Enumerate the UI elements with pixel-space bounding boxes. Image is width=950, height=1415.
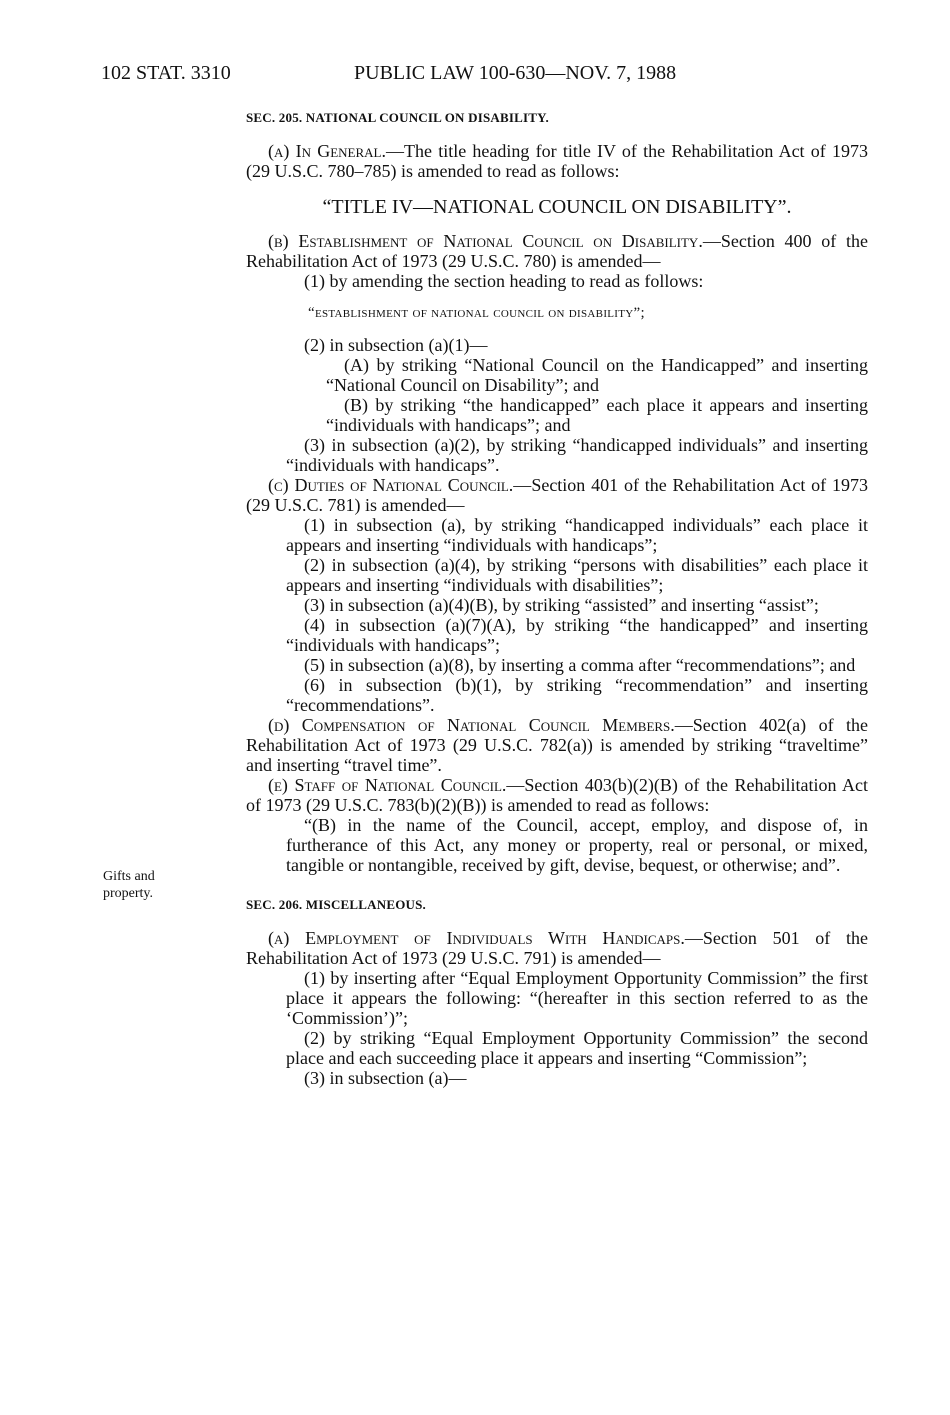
stat-reference: 102 STAT. 3310 <box>101 62 231 84</box>
law-title: PUBLIC LAW 100-630—NOV. 7, 1988 <box>354 62 677 84</box>
subsection-label: (d) Compensation of National Council Members.— <box>268 715 693 735</box>
paragraph-205-a <box>246 141 868 181</box>
subsection-text: Section 402(a) of the Rehabilitation Act of 1973 (29 U.S.C. 782(a)) is amended by striking “traveltime” and inserting “travel time”. <box>246 715 868 775</box>
paragraph-206-a <box>246 928 868 968</box>
item-205-c1: (1) in subsection (a), by striking “handicapped individuals” each place it appears and inserting “individuals with handicaps”; <box>286 515 868 555</box>
item-205-c4: (4) in subsection (a)(7)(A), by striking “the handicapped” and inserting “individuals with handicaps”; <box>286 615 868 655</box>
quoted-amendment: “(B) in the name of the Council, accept, employ, and dispose of, in furtherance of this Act, any money or property, real or personal, or mixed, tangible or nontangible, received by gift, devise, bequest, or otherwise; and”. <box>286 815 868 875</box>
subsection-label: (a) In General.— <box>268 141 404 161</box>
subsection-text: Section 400 of the Rehabilitation Act of 1973 (29 U.S.C. 780) is amended— <box>246 231 868 271</box>
paragraph-205-b <box>246 231 868 271</box>
item-205-c6: (6) in subsection (b)(1), by striking “recommendation” and inserting “recommendations”. <box>286 675 868 715</box>
title-iv-heading: “TITLE IV—NATIONAL COUNCIL ON DISABILITY”. <box>322 196 792 218</box>
page-header <box>0 62 950 88</box>
section-205-heading: SEC. 205. NATIONAL COUNCIL ON DISABILITY. <box>246 110 549 125</box>
paragraph-205-e <box>246 775 868 815</box>
item-205-b3: (3) in subsection (a)(2), by striking “handicapped individuals” and inserting “individuals with handicaps”. <box>286 435 868 475</box>
subsection-text: The title heading for title IV of the Rehabilitation Act of 1973 (29 U.S.C. 780–785) is amended to read as follows: <box>246 141 869 181</box>
subsection-text: Section 401 of the Rehabilitation Act of 1973 (29 U.S.C. 781) is amended— <box>246 475 868 515</box>
paragraph-205-c <box>246 475 868 515</box>
item-205-b2B: (B) by striking “the handicapped” each place it appears and inserting “individuals with handicaps”; and <box>326 395 868 435</box>
subsection-text: Section 403(b)(2)(B) of the Rehabilitation Act of 1973 (29 U.S.C. 783(b)(2)(B)) is amended to read as follows: <box>246 775 868 815</box>
subsection-label: (a) Employment of Individuals With Handicaps.— <box>268 928 703 948</box>
item-205-c5: (5) in subsection (a)(8), by inserting a comma after “recommendations”; and <box>304 655 856 675</box>
item-205-b2: (2) in subsection (a)(1)— <box>304 335 488 355</box>
main-text <box>246 108 868 1088</box>
section-206-heading: SEC. 206. MISCELLANEOUS. <box>246 897 426 912</box>
subsection-text: Section 501 of the Rehabilitation Act of 1973 (29 U.S.C. 791) is amended— <box>246 928 869 968</box>
item-206-a3: (3) in subsection (a)— <box>304 1068 467 1088</box>
item-205-b2A: (A) by striking “National Council on the Handicapped” and inserting “National Council on Disability”; and <box>326 355 868 395</box>
item-205-c3: (3) in subsection (a)(4)(B), by striking “assisted” and inserting “assist”; <box>304 595 819 615</box>
margin-note: Gifts and property. <box>103 869 155 901</box>
paragraph-205-d <box>246 715 868 775</box>
item-205-b1: (1) by amending the section heading to read as follows: <box>304 271 704 291</box>
subsection-label: (b) Establishment of National Council on Disability.— <box>268 231 721 251</box>
subsection-label: (c) Duties of National Council.— <box>268 475 532 495</box>
item-205-c2: (2) in subsection (a)(4), by striking “persons with disabilities” each place it appears and inserting “individuals with disabilities”; <box>286 555 868 595</box>
item-206-a2: (2) by striking “Equal Employment Opportunity Commission” the second place and each succeeding place it appears and inserting “Commission”; <box>286 1028 868 1068</box>
quoted-section-heading: “establishment of national council on disability”; <box>308 305 645 321</box>
item-206-a1: (1) by inserting after “Equal Employment Opportunity Commission” the first place it appears the following: “(hereafter in this section referred to as the ‘Commission’)”; <box>286 968 868 1028</box>
subsection-label: (e) Staff of National Council.— <box>268 775 525 795</box>
